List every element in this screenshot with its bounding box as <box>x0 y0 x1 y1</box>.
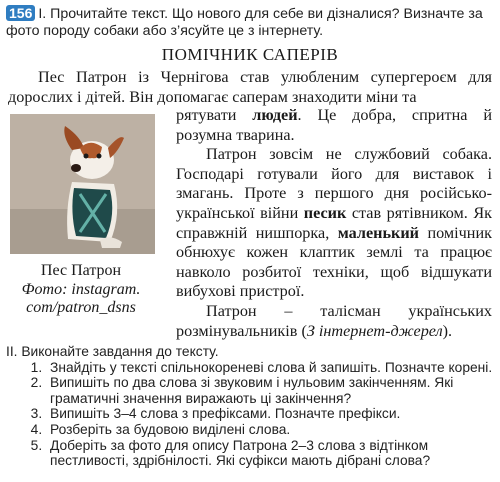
task-item: 4. Розберіть за будовою виділені слова. <box>46 422 496 438</box>
para2-b: став рятівником. Як справжній нишпорка, <box>176 203 492 242</box>
task-item: 5. Доберіть за фото для опису Патрона 2–3 слова з відтінком пестливості, здрібнілості. Які суфікси мають дібрані слова? <box>46 438 496 469</box>
right-column-text <box>176 106 492 341</box>
para2-a: Патрон зовсім не службовий собака. Господарі готували його для виставок і змагань. Проте з першого дня російсько-української війни <box>176 145 492 222</box>
para1-cont-b: . Це добра, спритна й розумна тварина. <box>176 106 492 144</box>
task-number-badge: 156 <box>6 5 35 21</box>
task-item: 3. Випишіть 3–4 слова з префіксами. Позначте префікси. <box>46 406 496 422</box>
dog-photo <box>10 114 155 254</box>
para3-a: Патрон – талісман українських розмінувальників ( <box>176 301 492 340</box>
paragraph-2 <box>176 145 492 302</box>
source-note: З інтернет-джерел <box>306 321 443 340</box>
task-item: 2. Випишіть по два слова зі звуковим і нульовим закінченням. Які граматичні значення виражають ці закінчення? <box>46 375 496 406</box>
paragraph-3 <box>176 302 492 341</box>
dog-photo-illustration <box>10 114 155 254</box>
para2-c: помічник обнюхує кожен клаптик землі та працює навколо розбитої техніки, щоб відшукати вибухові пристрої. <box>176 223 492 301</box>
bold-word-little: маленький <box>337 223 420 242</box>
task-header <box>6 5 494 40</box>
caption-name: Пес Патрон <box>40 262 122 279</box>
tasks-section <box>6 344 496 469</box>
bold-word-doggy: песик <box>303 203 347 222</box>
text-title: ПОМІЧНИК САПЕРІВ <box>161 45 339 64</box>
paragraph-1-continuation <box>176 106 492 145</box>
photo-caption <box>0 262 162 318</box>
task-intro: І. Прочитайте текст. Що нового для себе ви дізналися? Визначте за фото породу собаки або з’ясуйте це з інтернету. <box>6 6 483 39</box>
bold-word-people: людей <box>252 106 298 124</box>
para3-b: ). <box>442 321 453 340</box>
paragraph-1: Пес Патрон із Чернігова став улюбленим супергероєм для дорослих і дітей. Він допомагає саперам знаходити міни та <box>8 68 492 106</box>
task-item: 1. Знайдіть у тексті спільнокореневі слова й запишіть. Позначте корені. <box>46 360 496 376</box>
tasks-list <box>6 360 496 469</box>
para1-cont-a: рятувати <box>176 106 253 124</box>
tasks-heading: ІІ. Виконайте завдання до тексту. <box>6 344 219 359</box>
caption-source: Фото: instagram. com/patron_dsns <box>21 280 141 316</box>
